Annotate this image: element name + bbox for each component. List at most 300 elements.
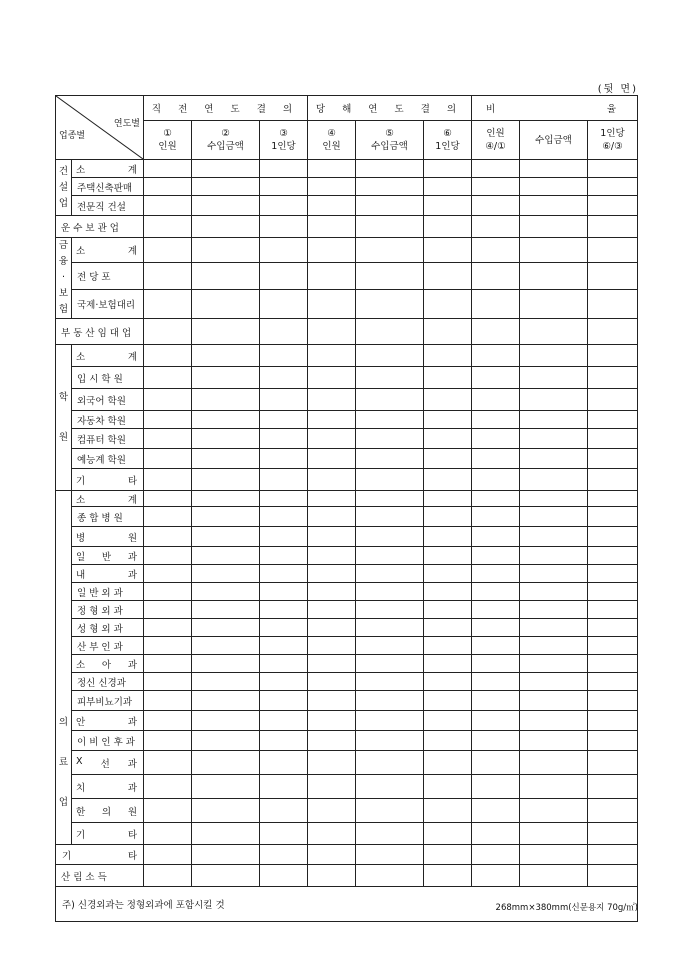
data-cell[interactable]	[144, 238, 192, 263]
data-cell[interactable]	[356, 731, 424, 751]
data-cell[interactable]	[520, 216, 588, 238]
data-cell[interactable]	[308, 178, 356, 196]
data-cell[interactable]	[308, 469, 356, 491]
data-cell[interactable]	[520, 775, 588, 799]
data-cell[interactable]	[588, 583, 638, 601]
data-cell[interactable]	[588, 238, 638, 263]
data-cell[interactable]	[144, 449, 192, 469]
data-cell[interactable]	[424, 775, 472, 799]
data-cell[interactable]	[144, 547, 192, 565]
data-cell[interactable]	[260, 319, 308, 345]
data-cell[interactable]	[424, 691, 472, 711]
data-cell[interactable]	[588, 319, 638, 345]
data-cell[interactable]	[260, 637, 308, 655]
data-cell[interactable]	[308, 751, 356, 775]
data-cell[interactable]	[260, 469, 308, 491]
data-cell[interactable]	[308, 655, 356, 673]
data-cell[interactable]	[588, 507, 638, 527]
data-cell[interactable]	[588, 345, 638, 367]
data-cell[interactable]	[192, 731, 260, 751]
data-cell[interactable]	[308, 216, 356, 238]
data-cell[interactable]	[192, 345, 260, 367]
data-cell[interactable]	[192, 799, 260, 823]
data-cell[interactable]	[520, 367, 588, 389]
data-cell[interactable]	[144, 289, 192, 318]
data-cell[interactable]	[520, 160, 588, 178]
data-cell[interactable]	[520, 823, 588, 845]
data-cell[interactable]	[308, 799, 356, 823]
data-cell[interactable]	[260, 845, 308, 865]
data-cell[interactable]	[356, 583, 424, 601]
data-cell[interactable]	[144, 216, 192, 238]
data-cell[interactable]	[472, 619, 520, 637]
data-cell[interactable]	[472, 429, 520, 449]
data-cell[interactable]	[520, 583, 588, 601]
data-cell[interactable]	[472, 216, 520, 238]
data-cell[interactable]	[144, 637, 192, 655]
data-cell[interactable]	[472, 845, 520, 865]
data-cell[interactable]	[260, 289, 308, 318]
data-cell[interactable]	[260, 389, 308, 411]
data-cell[interactable]	[144, 731, 192, 751]
data-cell[interactable]	[192, 389, 260, 411]
data-cell[interactable]	[192, 319, 260, 345]
data-cell[interactable]	[260, 751, 308, 775]
data-cell[interactable]	[472, 389, 520, 411]
data-cell[interactable]	[588, 389, 638, 411]
data-cell[interactable]	[356, 823, 424, 845]
data-cell[interactable]	[192, 601, 260, 619]
data-cell[interactable]	[520, 449, 588, 469]
data-cell[interactable]	[192, 845, 260, 865]
data-cell[interactable]	[260, 711, 308, 731]
data-cell[interactable]	[144, 845, 192, 865]
data-cell[interactable]	[588, 731, 638, 751]
data-cell[interactable]	[520, 673, 588, 691]
data-cell[interactable]	[356, 601, 424, 619]
data-cell[interactable]	[424, 583, 472, 601]
data-cell[interactable]	[192, 865, 260, 887]
data-cell[interactable]	[144, 601, 192, 619]
data-cell[interactable]	[424, 319, 472, 345]
data-cell[interactable]	[424, 711, 472, 731]
data-cell[interactable]	[260, 775, 308, 799]
data-cell[interactable]	[472, 491, 520, 507]
data-cell[interactable]	[308, 731, 356, 751]
data-cell[interactable]	[144, 469, 192, 491]
data-cell[interactable]	[144, 160, 192, 178]
data-cell[interactable]	[260, 619, 308, 637]
data-cell[interactable]	[588, 865, 638, 887]
data-cell[interactable]	[588, 178, 638, 196]
data-cell[interactable]	[260, 491, 308, 507]
data-cell[interactable]	[472, 507, 520, 527]
data-cell[interactable]	[144, 411, 192, 429]
data-cell[interactable]	[260, 429, 308, 449]
data-cell[interactable]	[472, 823, 520, 845]
data-cell[interactable]	[192, 429, 260, 449]
data-cell[interactable]	[308, 823, 356, 845]
data-cell[interactable]	[260, 160, 308, 178]
data-cell[interactable]	[424, 637, 472, 655]
data-cell[interactable]	[588, 775, 638, 799]
data-cell[interactable]	[424, 262, 472, 289]
data-cell[interactable]	[424, 411, 472, 429]
data-cell[interactable]	[144, 823, 192, 845]
data-cell[interactable]	[472, 262, 520, 289]
data-cell[interactable]	[424, 619, 472, 637]
data-cell[interactable]	[472, 527, 520, 547]
data-cell[interactable]	[588, 799, 638, 823]
data-cell[interactable]	[356, 411, 424, 429]
data-cell[interactable]	[308, 547, 356, 565]
data-cell[interactable]	[192, 507, 260, 527]
data-cell[interactable]	[472, 238, 520, 263]
data-cell[interactable]	[356, 673, 424, 691]
data-cell[interactable]	[424, 565, 472, 583]
data-cell[interactable]	[308, 619, 356, 637]
data-cell[interactable]	[308, 637, 356, 655]
data-cell[interactable]	[308, 449, 356, 469]
data-cell[interactable]	[356, 367, 424, 389]
data-cell[interactable]	[424, 865, 472, 887]
data-cell[interactable]	[520, 751, 588, 775]
data-cell[interactable]	[308, 262, 356, 289]
data-cell[interactable]	[144, 507, 192, 527]
data-cell[interactable]	[520, 507, 588, 527]
data-cell[interactable]	[308, 865, 356, 887]
data-cell[interactable]	[144, 178, 192, 196]
data-cell[interactable]	[588, 565, 638, 583]
data-cell[interactable]	[588, 429, 638, 449]
data-cell[interactable]	[472, 583, 520, 601]
data-cell[interactable]	[144, 389, 192, 411]
data-cell[interactable]	[144, 583, 192, 601]
data-cell[interactable]	[472, 775, 520, 799]
data-cell[interactable]	[308, 429, 356, 449]
data-cell[interactable]	[424, 547, 472, 565]
data-cell[interactable]	[308, 691, 356, 711]
data-cell[interactable]	[588, 823, 638, 845]
data-cell[interactable]	[520, 389, 588, 411]
data-cell[interactable]	[192, 691, 260, 711]
data-cell[interactable]	[144, 799, 192, 823]
data-cell[interactable]	[192, 751, 260, 775]
data-cell[interactable]	[520, 196, 588, 216]
data-cell[interactable]	[520, 289, 588, 318]
data-cell[interactable]	[356, 262, 424, 289]
data-cell[interactable]	[260, 449, 308, 469]
data-cell[interactable]	[424, 345, 472, 367]
data-cell[interactable]	[520, 429, 588, 449]
data-cell[interactable]	[308, 527, 356, 547]
data-cell[interactable]	[356, 345, 424, 367]
data-cell[interactable]	[260, 583, 308, 601]
data-cell[interactable]	[192, 216, 260, 238]
data-cell[interactable]	[424, 449, 472, 469]
data-cell[interactable]	[520, 845, 588, 865]
data-cell[interactable]	[472, 469, 520, 491]
data-cell[interactable]	[308, 565, 356, 583]
data-cell[interactable]	[424, 469, 472, 491]
data-cell[interactable]	[192, 823, 260, 845]
data-cell[interactable]	[520, 799, 588, 823]
data-cell[interactable]	[260, 799, 308, 823]
data-cell[interactable]	[356, 178, 424, 196]
data-cell[interactable]	[308, 583, 356, 601]
data-cell[interactable]	[308, 367, 356, 389]
data-cell[interactable]	[192, 527, 260, 547]
data-cell[interactable]	[472, 691, 520, 711]
data-cell[interactable]	[144, 319, 192, 345]
data-cell[interactable]	[356, 196, 424, 216]
data-cell[interactable]	[260, 565, 308, 583]
data-cell[interactable]	[424, 845, 472, 865]
data-cell[interactable]	[144, 196, 192, 216]
data-cell[interactable]	[192, 411, 260, 429]
data-cell[interactable]	[260, 507, 308, 527]
data-cell[interactable]	[520, 319, 588, 345]
data-cell[interactable]	[520, 527, 588, 547]
data-cell[interactable]	[472, 601, 520, 619]
data-cell[interactable]	[472, 751, 520, 775]
data-cell[interactable]	[260, 601, 308, 619]
data-cell[interactable]	[424, 178, 472, 196]
data-cell[interactable]	[520, 637, 588, 655]
data-cell[interactable]	[520, 711, 588, 731]
data-cell[interactable]	[192, 637, 260, 655]
data-cell[interactable]	[520, 691, 588, 711]
data-cell[interactable]	[192, 289, 260, 318]
data-cell[interactable]	[144, 345, 192, 367]
data-cell[interactable]	[192, 583, 260, 601]
data-cell[interactable]	[192, 449, 260, 469]
data-cell[interactable]	[260, 673, 308, 691]
data-cell[interactable]	[192, 160, 260, 178]
data-cell[interactable]	[260, 865, 308, 887]
data-cell[interactable]	[520, 238, 588, 263]
data-cell[interactable]	[356, 216, 424, 238]
data-cell[interactable]	[520, 262, 588, 289]
data-cell[interactable]	[520, 731, 588, 751]
data-cell[interactable]	[192, 367, 260, 389]
data-cell[interactable]	[424, 367, 472, 389]
data-cell[interactable]	[144, 527, 192, 547]
data-cell[interactable]	[588, 527, 638, 547]
data-cell[interactable]	[472, 178, 520, 196]
data-cell[interactable]	[144, 655, 192, 673]
data-cell[interactable]	[260, 731, 308, 751]
data-cell[interactable]	[356, 319, 424, 345]
data-cell[interactable]	[472, 367, 520, 389]
data-cell[interactable]	[424, 823, 472, 845]
data-cell[interactable]	[260, 196, 308, 216]
data-cell[interactable]	[144, 262, 192, 289]
data-cell[interactable]	[472, 565, 520, 583]
data-cell[interactable]	[308, 196, 356, 216]
data-cell[interactable]	[192, 238, 260, 263]
data-cell[interactable]	[356, 238, 424, 263]
data-cell[interactable]	[472, 449, 520, 469]
data-cell[interactable]	[308, 601, 356, 619]
data-cell[interactable]	[520, 178, 588, 196]
data-cell[interactable]	[356, 655, 424, 673]
data-cell[interactable]	[520, 601, 588, 619]
data-cell[interactable]	[192, 178, 260, 196]
data-cell[interactable]	[260, 238, 308, 263]
data-cell[interactable]	[520, 411, 588, 429]
data-cell[interactable]	[192, 565, 260, 583]
data-cell[interactable]	[308, 711, 356, 731]
data-cell[interactable]	[424, 655, 472, 673]
data-cell[interactable]	[260, 345, 308, 367]
data-cell[interactable]	[260, 178, 308, 196]
data-cell[interactable]	[520, 547, 588, 565]
data-cell[interactable]	[424, 527, 472, 547]
data-cell[interactable]	[308, 491, 356, 507]
data-cell[interactable]	[144, 691, 192, 711]
data-cell[interactable]	[192, 196, 260, 216]
data-cell[interactable]	[144, 673, 192, 691]
data-cell[interactable]	[588, 449, 638, 469]
data-cell[interactable]	[588, 547, 638, 565]
data-cell[interactable]	[144, 751, 192, 775]
data-cell[interactable]	[260, 655, 308, 673]
data-cell[interactable]	[424, 673, 472, 691]
data-cell[interactable]	[424, 507, 472, 527]
data-cell[interactable]	[520, 565, 588, 583]
data-cell[interactable]	[308, 160, 356, 178]
data-cell[interactable]	[356, 865, 424, 887]
data-cell[interactable]	[472, 319, 520, 345]
data-cell[interactable]	[192, 619, 260, 637]
data-cell[interactable]	[356, 429, 424, 449]
data-cell[interactable]	[472, 711, 520, 731]
data-cell[interactable]	[424, 429, 472, 449]
data-cell[interactable]	[424, 389, 472, 411]
data-cell[interactable]	[424, 491, 472, 507]
data-cell[interactable]	[588, 411, 638, 429]
data-cell[interactable]	[308, 775, 356, 799]
data-cell[interactable]	[588, 491, 638, 507]
data-cell[interactable]	[472, 731, 520, 751]
data-cell[interactable]	[192, 711, 260, 731]
data-cell[interactable]	[472, 160, 520, 178]
data-cell[interactable]	[356, 775, 424, 799]
data-cell[interactable]	[192, 673, 260, 691]
data-cell[interactable]	[260, 527, 308, 547]
data-cell[interactable]	[144, 491, 192, 507]
data-cell[interactable]	[424, 601, 472, 619]
data-cell[interactable]	[424, 289, 472, 318]
data-cell[interactable]	[588, 196, 638, 216]
data-cell[interactable]	[472, 345, 520, 367]
data-cell[interactable]	[356, 711, 424, 731]
data-cell[interactable]	[144, 565, 192, 583]
data-cell[interactable]	[356, 469, 424, 491]
data-cell[interactable]	[424, 799, 472, 823]
data-cell[interactable]	[308, 345, 356, 367]
data-cell[interactable]	[588, 601, 638, 619]
data-cell[interactable]	[424, 216, 472, 238]
data-cell[interactable]	[356, 389, 424, 411]
data-cell[interactable]	[260, 547, 308, 565]
data-cell[interactable]	[260, 262, 308, 289]
data-cell[interactable]	[588, 262, 638, 289]
data-cell[interactable]	[520, 345, 588, 367]
data-cell[interactable]	[308, 238, 356, 263]
data-cell[interactable]	[472, 411, 520, 429]
data-cell[interactable]	[192, 775, 260, 799]
data-cell[interactable]	[588, 845, 638, 865]
data-cell[interactable]	[260, 691, 308, 711]
data-cell[interactable]	[588, 289, 638, 318]
data-cell[interactable]	[520, 865, 588, 887]
data-cell[interactable]	[424, 731, 472, 751]
data-cell[interactable]	[588, 367, 638, 389]
data-cell[interactable]	[356, 160, 424, 178]
data-cell[interactable]	[424, 751, 472, 775]
data-cell[interactable]	[356, 619, 424, 637]
data-cell[interactable]	[588, 655, 638, 673]
data-cell[interactable]	[308, 845, 356, 865]
data-cell[interactable]	[192, 491, 260, 507]
data-cell[interactable]	[588, 711, 638, 731]
data-cell[interactable]	[260, 823, 308, 845]
data-cell[interactable]	[588, 160, 638, 178]
data-cell[interactable]	[588, 751, 638, 775]
data-cell[interactable]	[472, 673, 520, 691]
data-cell[interactable]	[356, 547, 424, 565]
data-cell[interactable]	[588, 673, 638, 691]
data-cell[interactable]	[308, 319, 356, 345]
data-cell[interactable]	[356, 565, 424, 583]
data-cell[interactable]	[144, 619, 192, 637]
data-cell[interactable]	[260, 216, 308, 238]
data-cell[interactable]	[472, 289, 520, 318]
data-cell[interactable]	[308, 507, 356, 527]
data-cell[interactable]	[520, 491, 588, 507]
data-cell[interactable]	[144, 775, 192, 799]
data-cell[interactable]	[192, 469, 260, 491]
data-cell[interactable]	[356, 449, 424, 469]
data-cell[interactable]	[520, 619, 588, 637]
data-cell[interactable]	[308, 411, 356, 429]
data-cell[interactable]	[472, 637, 520, 655]
data-cell[interactable]	[308, 389, 356, 411]
data-cell[interactable]	[588, 469, 638, 491]
data-cell[interactable]	[356, 637, 424, 655]
data-cell[interactable]	[192, 547, 260, 565]
data-cell[interactable]	[144, 865, 192, 887]
data-cell[interactable]	[588, 691, 638, 711]
data-cell[interactable]	[356, 799, 424, 823]
data-cell[interactable]	[260, 411, 308, 429]
data-cell[interactable]	[356, 527, 424, 547]
data-cell[interactable]	[356, 491, 424, 507]
data-cell[interactable]	[356, 751, 424, 775]
data-cell[interactable]	[520, 655, 588, 673]
data-cell[interactable]	[144, 367, 192, 389]
data-cell[interactable]	[472, 547, 520, 565]
data-cell[interactable]	[588, 216, 638, 238]
data-cell[interactable]	[308, 289, 356, 318]
data-cell[interactable]	[144, 711, 192, 731]
data-cell[interactable]	[192, 655, 260, 673]
data-cell[interactable]	[472, 655, 520, 673]
data-cell[interactable]	[588, 619, 638, 637]
data-cell[interactable]	[472, 799, 520, 823]
